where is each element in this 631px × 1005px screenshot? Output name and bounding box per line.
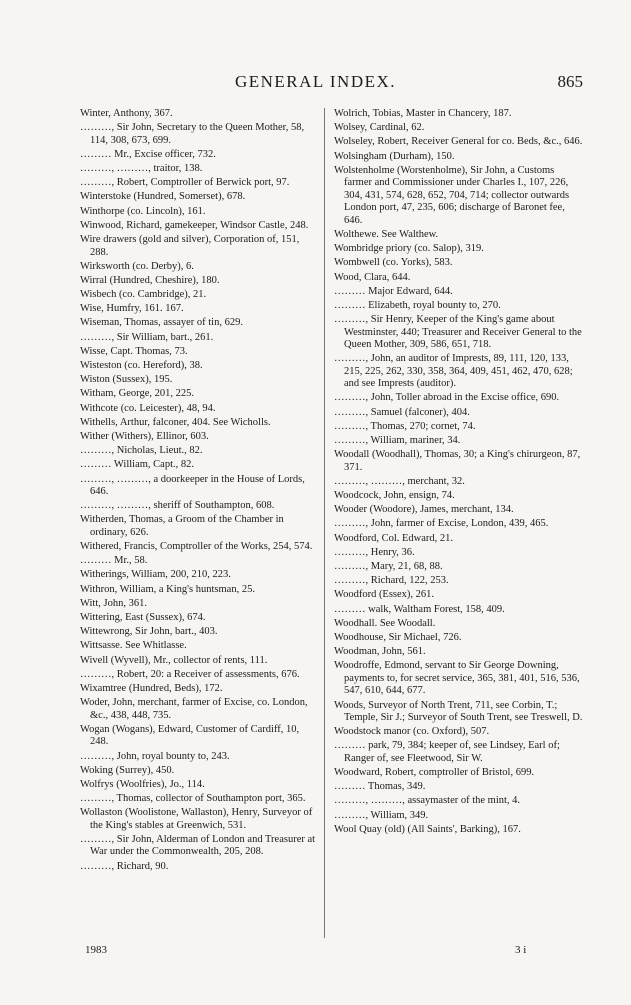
footer-gathering-mark: 3 i: [515, 944, 527, 956]
index-entry: Wogan (Wogans), Edward, Customer of Cardiff, 10, 248.: [80, 723, 300, 748]
index-entry: ……… walk, Waltham Forest, 158, 409.: [334, 603, 505, 615]
index-entry: ………, William, 349.: [334, 809, 429, 821]
index-entry: ………, ………, sheriff of Southampton, 608.: [80, 500, 275, 512]
index-entry: Withcote (co. Leicester), 48, 94.: [80, 402, 216, 414]
index-entry: Wombridge priory (co. Salop), 319.: [334, 243, 484, 255]
index-entry: Woodall (Woodhall), Thomas, 30; a King's chirurgeon, 87, 371.: [334, 449, 581, 473]
index-entry: ………, Sir Henry, Keeper of the King's game about Westminster, 440; Treasurer and Receiver General to the Queen Mother, 309, 586, 651, 718.: [334, 314, 582, 351]
running-title: GENERAL INDEX.: [234, 72, 397, 91]
index-entry: Woodhouse, Sir Michael, 726.: [334, 631, 462, 643]
index-entry: ………, Samuel (falconer), 404.: [334, 406, 470, 418]
index-entry: Woodroffe, Edmond, servant to Sir George Downing, payments to, for secret service, 365, 381, 401, 516, 536, 547, 610, 644, 677.: [334, 660, 580, 697]
index-entry: Wolsey, Cardinal, 62.: [334, 122, 425, 134]
index-entry: Wolfrys (Woolfries), Jo., 114.: [80, 778, 205, 790]
index-column-right: [334, 108, 584, 838]
index-entry: Wisteston (co. Hereford), 38.: [80, 360, 203, 371]
index-entry: ………, William, mariner, 34.: [334, 435, 461, 446]
index-entry: Woods, Surveyor of North Trent, 711, see Corbin, T.; Temple, Sir J.; Surveyor of South Trent, see Treswell, D.: [334, 699, 583, 723]
index-entry: ………, John, farmer of Excise, London, 439, 465.: [334, 518, 549, 530]
index-entry: ……… Mr., Excise officer, 732.: [80, 148, 216, 160]
footer-signature-mark: 1983: [85, 944, 107, 956]
index-entry: ………, Robert, 20: a Receiver of assessments, 676.: [80, 668, 300, 680]
index-entry: ………, ………, assaymaster of the mint, 4.: [334, 795, 521, 807]
index-entry: ………, Nicholas, Lieut., 82.: [80, 445, 203, 457]
index-entry: Winwood, Richard, gamekeeper, Windsor Castle, 248.: [80, 219, 309, 231]
index-entry: Wisbech (co. Cambridge), 21.: [80, 289, 207, 301]
index-entry: ………, ………, a doorkeeper in the House of Lords, 646.: [80, 473, 305, 497]
index-entry: ………, Mary, 21, 68, 88.: [334, 561, 443, 572]
index-entry: ………, John, royal bounty to, 243.: [80, 750, 230, 762]
index-entry: Wiseman, Thomas, assayer of tin, 629.: [80, 317, 243, 329]
index-entry: Wollaston (Woolistone, Wallaston), Henry, Surveyor of the King's stables at Greenwich, 531.: [80, 807, 313, 831]
index-entry: Woodford, Col. Edward, 21.: [334, 532, 454, 544]
index-entry: ………, ………, merchant, 32.: [334, 475, 465, 487]
index-entry: Wire drawers (gold and silver), Corporation of, 151, 288.: [80, 234, 300, 258]
index-entry: Woodward, Robert, comptroller of Bristol, 699.: [334, 767, 535, 779]
index-entry: ………, Sir John, Alderman of London and Treasurer at War under the Commonwealth, 205, 208.: [80, 833, 316, 858]
index-entry: Wither (Withers), Ellinor, 603.: [80, 430, 209, 442]
index-entry: ………, Richard, 122, 253.: [334, 575, 449, 587]
index-entry: Wittering, East (Sussex), 674.: [80, 612, 206, 623]
index-entry: Wool Quay (old) (All Saints', Barking), 167.: [334, 823, 521, 835]
index-entry: Witham, George, 201, 225.: [80, 388, 194, 400]
index-entry: ………, Sir William, bart., 261.: [80, 331, 214, 343]
index-entry: ……… Mr., 58.: [80, 555, 148, 567]
index-entry: Wisse, Capt. Thomas, 73.: [80, 345, 188, 357]
page-header: [0, 72, 631, 94]
index-entry: Winterstoke (Hundred, Somerset), 678.: [80, 191, 246, 203]
index-entry: ……… Thomas, 349.: [334, 781, 426, 793]
index-entry: Withells, Arthur, falconer, 404. See Wicholls.: [80, 416, 271, 428]
page-number: 865: [557, 72, 583, 91]
index-entry: Woking (Surrey), 450.: [80, 764, 175, 776]
index-entry: Wittsasse. See Whitlasse.: [80, 640, 187, 652]
index-entry: Woder, John, merchant, farmer of Excise, co. London, &c., 438, 448, 735.: [80, 697, 308, 721]
index-entry: Wirksworth (co. Derby), 6.: [80, 260, 194, 272]
index-entry: Woodcock, John, ensign, 74.: [334, 490, 455, 502]
index-entry: Wirral (Hundred, Cheshire), 180.: [80, 274, 220, 286]
index-entry: Wolthewe. See Walthew.: [334, 228, 439, 240]
index-entry: Wiston (Sussex), 195.: [80, 374, 173, 386]
index-entry: Withron, William, a King's huntsman, 25.: [80, 583, 255, 595]
index-entry: Wolstenholme (Worstenholme), Sir John, a Customs farmer and Commissioner under Charles I., 107, 226, 304, 431, 574, 628, 652, 704, 714; collector outwards London port, 47, 235, 606; discharge of Baronet fee, 646.: [334, 164, 570, 226]
index-entry: ………, ………, traitor, 138.: [80, 163, 203, 175]
index-entry: ……… William, Capt., 82.: [80, 459, 195, 471]
index-entry: Woodstock manor (co. Oxford), 507.: [334, 726, 490, 738]
index-entry: Wombwell (co. Yorks), 583.: [334, 257, 453, 269]
index-entry: Wixamtree (Hundred, Beds), 172.: [80, 682, 223, 694]
index-entry: ………, Robert, Comptroller of Berwick port, 97.: [80, 177, 290, 189]
index-entry: Winthorpe (co. Lincoln), 161.: [80, 205, 206, 217]
index-entry: ………, Richard, 90.: [80, 860, 169, 872]
index-entry: Wooder (Woodore), James, merchant, 134.: [334, 504, 514, 516]
index-entry: Wolsingham (Durham), 150.: [334, 150, 455, 162]
index-entry: ……… Major Edward, 644.: [334, 285, 453, 297]
index-column-left: [80, 108, 320, 875]
index-entry: ………, Thomas, 270; cornet, 74.: [334, 420, 476, 432]
index-entry: ………, Sir John, Secretary to the Queen Mother, 58, 114, 308, 673, 699.: [80, 122, 305, 146]
index-entry: Wise, Humfry, 161. 167.: [80, 303, 184, 315]
column-divider: [324, 108, 325, 938]
index-entry: Wood, Clara, 644.: [334, 271, 411, 283]
index-entry: Witherden, Thomas, a Groom of the Chamber in ordinary, 626.: [80, 514, 284, 538]
index-entry: ……… Elizabeth, royal bounty to, 270.: [334, 299, 501, 311]
index-entry: Witt, John, 361.: [80, 597, 147, 609]
index-entry: ………, Thomas, collector of Southampton port, 365.: [80, 793, 306, 805]
index-entry: ……… park, 79, 384; keeper of, see Lindsey, Earl of; Ranger of, see Fleetwood, Sir W.: [334, 740, 560, 764]
index-entry: ………, John, Toller abroad in the Excise office, 690.: [334, 392, 560, 404]
index-entry: Wivell (Wyvell), Mr., collector of rents, 111.: [80, 654, 268, 666]
index-entry: Winter, Anthony, 367.: [80, 108, 173, 119]
index-entry: Wolseley, Robert, Receiver General for co. Beds, &c., 646.: [334, 136, 583, 148]
index-entry: Woodman, John, 561.: [334, 646, 426, 658]
index-entry: Withered, Francis, Comptroller of the Works, 254, 574.: [80, 541, 313, 553]
index-entry: Wolrich, Tobias, Master in Chancery, 187.: [334, 108, 512, 119]
index-entry: ………, Henry, 36.: [334, 546, 415, 558]
index-entry: Wittewrong, Sir John, bart., 403.: [80, 626, 218, 638]
index-entry: Woodford (Essex), 261.: [334, 589, 435, 601]
index-entry: Woodhall. See Woodall.: [334, 617, 436, 629]
index-entry: ………, John, an auditor of Imprests, 89, 111, 120, 133, 215, 225, 262, 330, 358, 364, 409, 451, 462, 470, 628; and see Imprests (auditor).: [334, 353, 573, 390]
index-entry: Witherings, William, 200, 210, 223.: [80, 569, 231, 581]
